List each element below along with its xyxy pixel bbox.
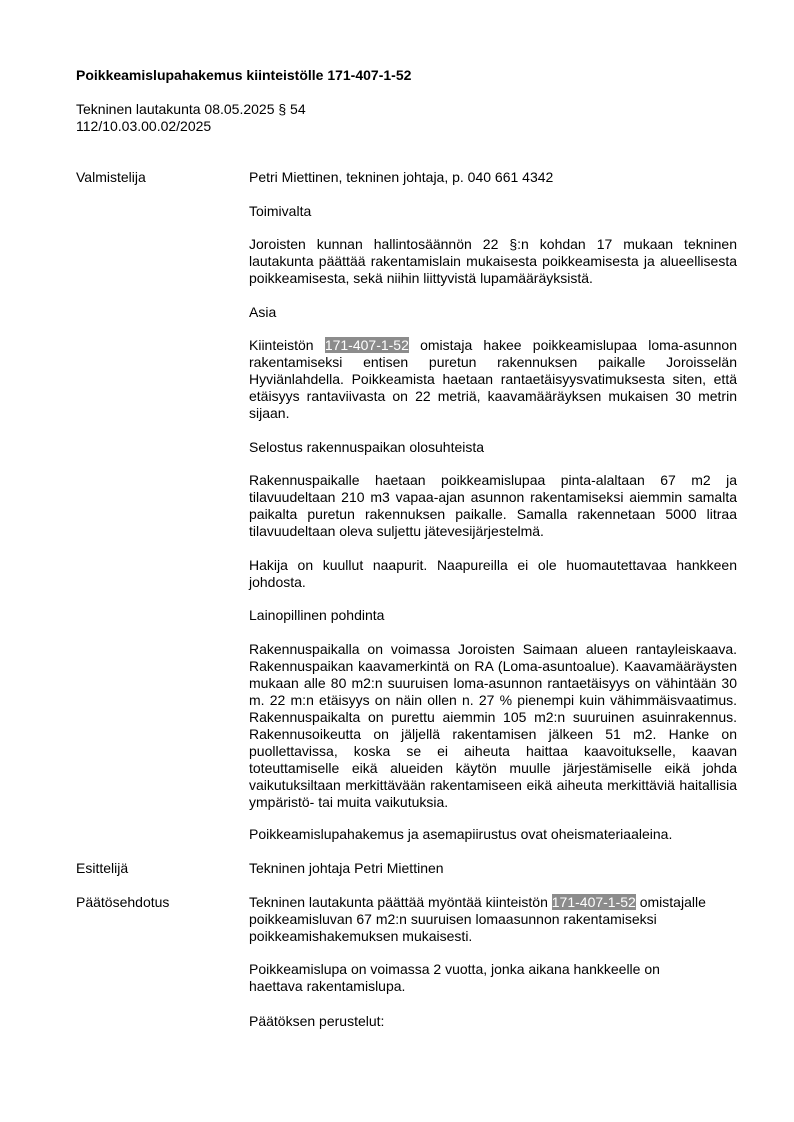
paatosehdotus-line-1-after: omistajalle [639, 894, 706, 910]
asia-text-after: omistaja hakee poikkeamislupaa loma-asunnon rakentamiseksi entisen puretun rakennuksen paikalle Joroisselän Hyviänlahdella. Poikkeamista haetaan rantaetäisyysvatimuksesta siten, että etäisyys rantaviivasta on 22 metriä, kaavamääräyksen mukaisen 30 metrin sijaan. [249, 337, 738, 421]
paatosehdotus-line-1 [249, 894, 737, 911]
paatosehdotus-line-3: poikkeamishakemuksen mukaisesti. [249, 928, 473, 944]
document-title: Poikkeamislupahakemus kiinteistölle 171-407-1-52 [76, 67, 412, 83]
voimassaolo-paragraph [249, 961, 737, 995]
asia-paragraph [249, 337, 737, 422]
toimivalta-paragraph: Joroisten kunnan hallintosäännön 22 §:n kohdan 17 mukaan tekninen lautakunta päättää rakentamislain mukaisesta poikkeamisesta ja alueellisesta poikkeamisesta, sekä niihin liittyvistä lupamääräyksistä. [249, 236, 737, 286]
selostus-heading: Selostus rakennuspaikan olosuhteista [249, 439, 485, 455]
perustelut-heading: Päätöksen perustelut: [249, 1013, 385, 1029]
valmistelija-text: Petri Miettinen, tekninen johtaja, p. 040 661 4342 [249, 169, 554, 185]
voimassaolo-line-1: Poikkeamislupa on voimassa 2 vuotta, jonka aikana hankkeelle on [249, 961, 660, 977]
selostus-paragraph: Rakennuspaikalle haetaan poikkeamislupaa pinta-alaltaan 67 m2 ja tilavuudeltaan 210 m3 vapaa-ajan asunnon rakentamiseksi aiemmin samalta paikalta puretun rakennuksen paikalle. Samalla rakennetaan 5000 litraa tilavuudeltaan oleva suljettu jätevesijärjestelmä. [249, 472, 737, 539]
toimivalta-heading: Toimivalta [249, 203, 312, 219]
selostus-paragraph-2: Hakija on kuullut naapurit. Naapureilla ei ole huomautettavaa hankkeen johdosta. [249, 557, 737, 590]
paatosehdotus-line-2: poikkeamisluvan 67 m2:n suuruisen lomaasunnon rakentamiseksi [249, 911, 657, 927]
meeting-info [76, 101, 306, 135]
paatosehdotus-label: Päätösehdotus [76, 894, 170, 910]
paatosehdotus-line-1-before: Tekninen lautakunta päättää myöntää kiinteistön [249, 894, 548, 910]
asia-heading: Asia [249, 304, 277, 320]
lainopillinen-heading: Lainopillinen pohdinta [249, 607, 385, 623]
meeting-reference: Tekninen lautakunta 08.05.2025 § 54 [76, 101, 306, 117]
asia-text-before: Kiinteistön [249, 337, 314, 353]
paatosehdotus-paragraph [249, 894, 737, 945]
esittelija-label: Esittelijä [76, 860, 129, 876]
lainopillinen-paragraph: Rakennuspaikalla on voimassa Joroisten Saimaan alueen rantayleiskaava. Rakennuspaikan kaavamerkintä on RA (Loma-asuntoalue). Kaavamääräysten mukaan alle 80 m2:n suuruisen loma-asunnon rantaetäisyys on vähintään 30 m. 22 m:n etäisyys on näin ollen n. 27 % pienempi kuin vähimmäisvaatimus. Rakennuspaikalta on purettu aiemmin 105 m2:n suuruinen asuinrakennus. Rakennusoikeutta on jäljellä rakentamisen jälkeen 51 m2. Hanke on puollettavissa, koska se ei aiheuta haittaa kaavoitukselle, kaavan toteuttamiselle eikä alueiden käytön muulle järjestämiselle eikä johda vaikutuksiltaan merkittävään rakentamiseen eikä aiheuta merkittäviä haitallisia ympäristö- tai muita vaikutuksia. [249, 641, 737, 810]
property-id-highlight-2: 171-407-1-52 [551, 894, 636, 910]
record-number: 112/10.03.00.02/2025 [76, 118, 212, 134]
property-id-highlight: 171-407-1-52 [324, 337, 409, 353]
voimassaolo-line-2: haettava rakentamislupa. [249, 978, 406, 994]
esittelija-text: Tekninen johtaja Petri Miettinen [249, 860, 444, 876]
oheismateriaali-paragraph: Poikkeamislupahakemus ja asemapiirustus ovat oheismateriaaleina. [249, 826, 673, 842]
valmistelija-label: Valmistelija [76, 169, 146, 185]
